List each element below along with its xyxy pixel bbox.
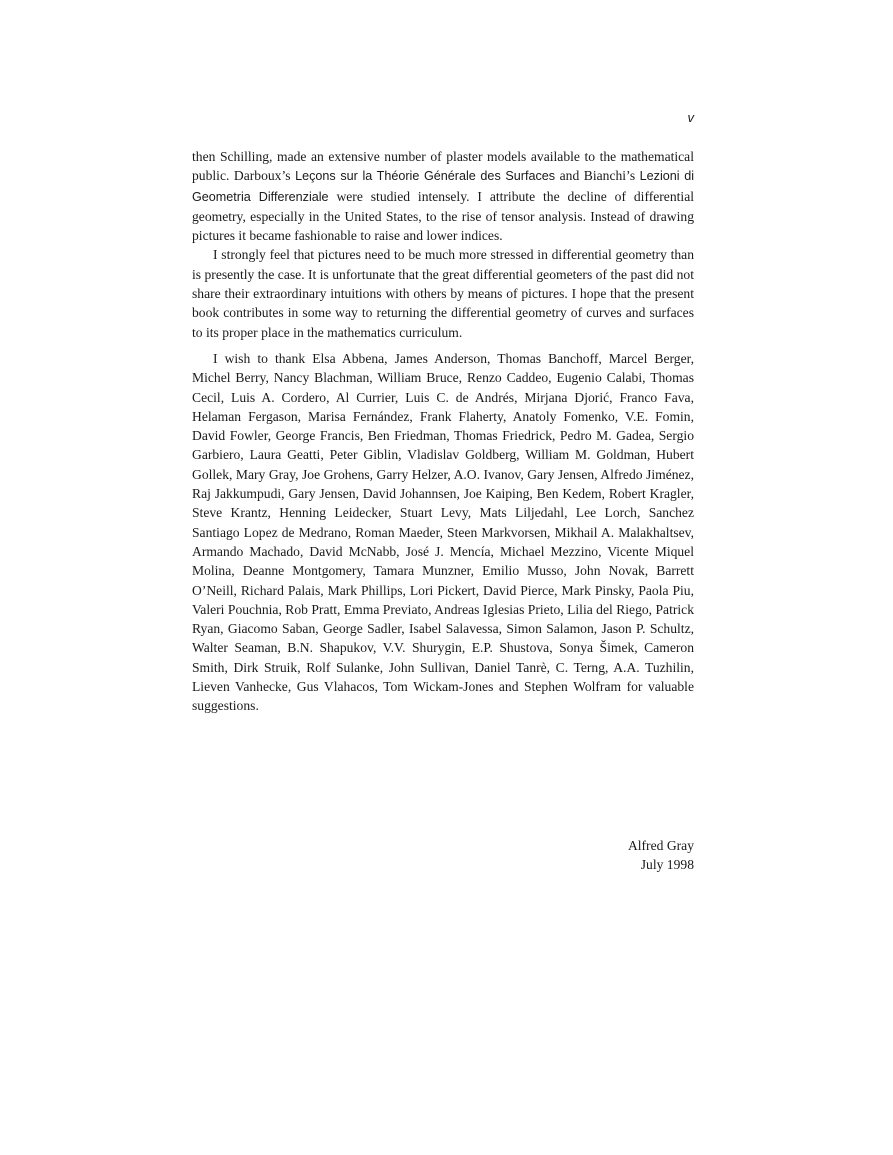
book-title-bianchi: Lezioni di Geometria Differenziale	[192, 169, 695, 204]
page-number: v	[687, 110, 694, 125]
book-title-darboux: Leçons sur la Théorie Générale des Surfaces	[295, 169, 556, 184]
signature-date: July 1998	[640, 857, 694, 873]
paragraph-1	[192, 147, 694, 245]
paragraph-2: I strongly feel that pictures need to be much more stressed in differential geometry than is presently the case. It is unfortunate that the great differential geometers of the past did not share their extraordinary intuitions with others by means of pictures. I hope that the present book contributes in some way to returning the differential geometry of curves and surfaces to its proper place in the mathematics curriculum.	[192, 247, 694, 340]
body-text	[192, 147, 694, 716]
author-name: Alfred Gray	[627, 838, 694, 853]
paragraph-1-text-b: and Bianchi’s	[555, 168, 640, 184]
paragraph-acknowledgements: I wish to thank Elsa Abbena, James Anderson, Thomas Banchoff, Marcel Berger, Michel Berry, Nancy Blachman, William Bruce, Renzo Caddeo, Eugenio Calabi, Thomas Cecil, Luis A. Cordero, Al Currier, Luis C. de Andrés, Mirjana Djorić, Franco Fava, Helaman Fergason, Marisa Fernández, Frank Flaherty, Anatoly Fomenko, V.E. Fomin, David Fowler, George Francis, Ben Friedman, Thomas Friedrick, Pedro M. Gadea, Sergio Garbiero, Laura Geatti, Peter Giblin, Vladislav Goldberg, William M. Goldman, Hubert Gollek, Mary Gray, Joe Grohens, Garry Helzer, A.O. Ivanov, Gary Jensen, Alfredo Jiménez, Raj Jakkumpudi, Gary Jensen, David Johannsen, Joe Kaiping, Ben Kedem, Robert Kragler, Steve Krantz, Henning Leidecker, Stuart Levy, Mats Liljedahl, Lee Lorch, Sanchez Santiago Lopez de Medrano, Roman Maeder, Steen Markvorsen, Mikhail A. Malakhaltsev, Armando Machado, David McNabb, José J. Mencía, Michael Mezzino, Vicente Miquel Molina, Deanne Montgomery, Tamara Munzner, Emilio Musso, John Novak, Barrett O’Neill, Richard Palais, Mark Phillips, Lori Pickert, David Pierce, Mark Pinsky, Paola Piu, Valeri Pouchnia, Rob Pratt, Emma Previato, Andreas Iglesias Prieto, Lilia del Riego, Patrick Ryan, Giacomo Saban, George Sadler, Isabel Salavessa, Simon Salamon, Jason P. Schultz, Walter Seaman, B.N. Shapukov, V.V. Shurygin, E.P. Shustova, Sonya Šimek, Cameron Smith, Dirk Struik, Rolf Sulanke, John Sullivan, Daniel Tanrè, C. Terng, A.A. Tuzhilin, Lieven Vanhecke, Gus Vlahacos, Tom Wickam-Jones and Stephen Wolfram for valuable suggestions.	[192, 350, 694, 714]
paragraph-1-text-a: then Schilling, made an extensive number of plaster models available to the mathematical public. Darboux’s	[192, 149, 694, 184]
signature-block	[492, 836, 694, 875]
paragraph-1-text-c: were studied intensely. I attribute the decline of differential geometry, especially in the United States, to the rise of tensor analysis. Instead of drawing pictures it became fashionable to raise and lower indices.	[192, 188, 695, 244]
